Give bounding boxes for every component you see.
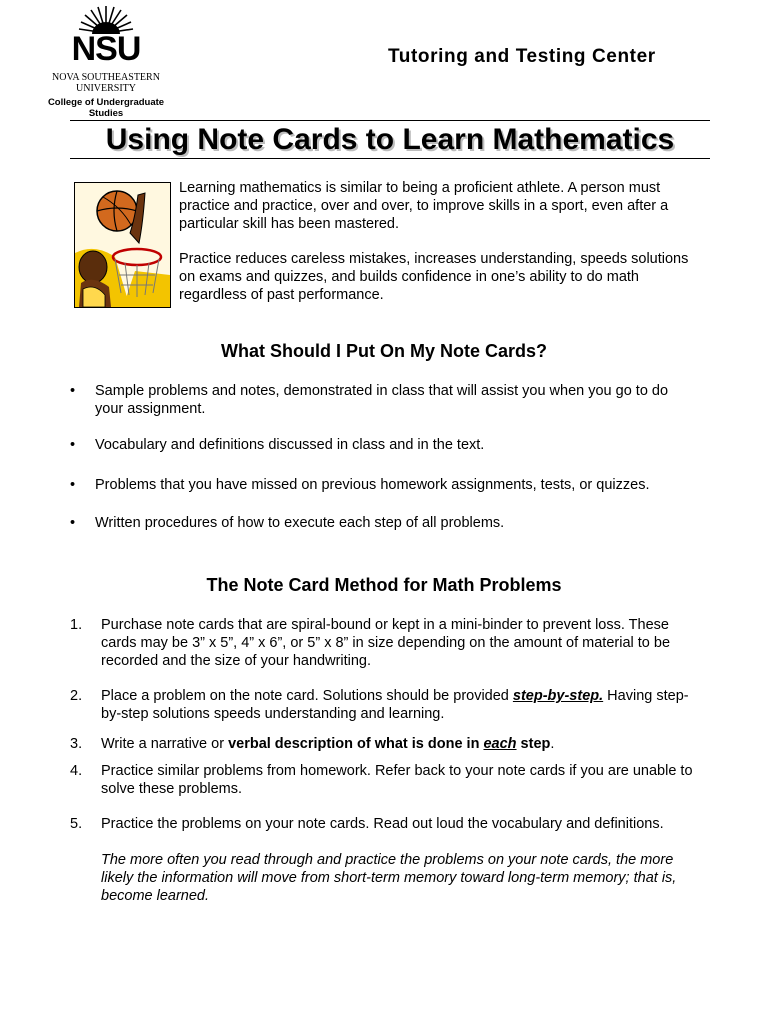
center-title: Tutoring and Testing Center bbox=[388, 46, 656, 67]
page-title: Using Note Cards to Learn Mathematics bbox=[105, 123, 675, 156]
step-number: 2. bbox=[70, 688, 83, 704]
bullet-icon: • bbox=[70, 477, 76, 493]
step-text: Write a narrative or verbal description of what is done in each step. bbox=[101, 736, 555, 752]
step-number: 4. bbox=[70, 763, 83, 779]
section-heading-note-card-method: The Note Card Method for Math Problems bbox=[206, 575, 562, 595]
logo-nsu-text: NSU bbox=[71, 30, 141, 68]
each-emphasis: each bbox=[483, 736, 517, 752]
nsu-logo bbox=[38, 4, 174, 119]
step-number: 5. bbox=[70, 816, 83, 832]
bullet-icon: • bbox=[70, 383, 76, 399]
title-rule-top bbox=[70, 120, 710, 121]
intro-paragraph-1: Learning mathematics is similar to being a proficient athlete. A person must practice and practice, over and over, to improve skills in a sport, even after a particular skill has been mastered. bbox=[179, 180, 669, 232]
logo-university-name: NOVA SOUTHEASTERN UNIVERSITY bbox=[52, 72, 160, 94]
step-text: Place a problem on the note card. Solutions should be provided step-by-step. Having step-by-step solutions speeds understanding and learning. bbox=[101, 688, 689, 722]
step-text: Practice similar problems from homework. Refer back to your note cards if you are unable to solve these problems. bbox=[101, 763, 693, 797]
basketball-player-clipart bbox=[74, 182, 171, 308]
title-rule-bottom bbox=[70, 158, 710, 159]
bullet-icon: • bbox=[70, 515, 76, 531]
intro-paragraph-2: Practice reduces careless mistakes, increases understanding, speeds solutions on exams and quizzes, and builds confidence in one’s ability to do math regardless of past performance. bbox=[179, 251, 689, 303]
step-by-step-emphasis: step-by-step. bbox=[512, 688, 604, 704]
step-text: Practice the problems on your note cards. Read out loud the vocabulary and definitions. bbox=[101, 816, 664, 832]
closing-note: The more often you read through and practice the problems on your note cards, the more likely the information will move from short-term memory toward long-term memory; that is, become learned. bbox=[101, 852, 677, 904]
bullet-icon: • bbox=[70, 437, 76, 453]
section-heading-note-card-content: What Should I Put On My Note Cards? bbox=[221, 341, 547, 361]
step-number: 1. bbox=[70, 617, 83, 633]
step-text: Purchase note cards that are spiral-bound or kept in a mini-binder to prevent loss. These cards may be 3” x 5”, 4” x 6”, or 5” x 8” in size depending on the amount of material to be recorded and the size of your handwriting. bbox=[101, 617, 671, 669]
step-number: 3. bbox=[70, 736, 83, 752]
logo-college-name: College of Undergraduate Studies bbox=[47, 97, 165, 119]
